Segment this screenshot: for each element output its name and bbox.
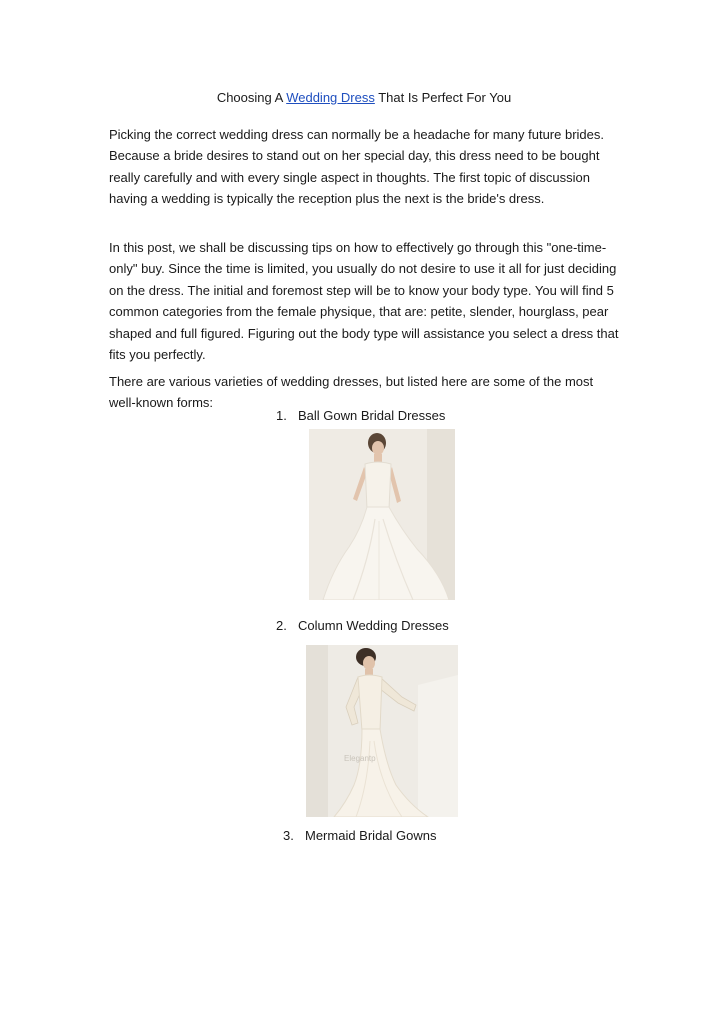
list-number: 2.: [276, 618, 287, 633]
list-label: Column Wedding Dresses: [298, 618, 449, 633]
watermark-text: Elegantp: [344, 754, 376, 763]
paragraph-body-type: In this post, we shall be discussing tips on how to effectively go through this "one-time-only" buy. Since the time is limited, you usually do not desire to use it all for just deciding on the dress. The initial and foremost step will be to know your body type. You will find 5 common categories from the female physique, that are: petite, slender, hourglass, pear shaped and full figured. Figuring out the body type will assistance you select a dress that fits you perfectly.: [109, 240, 619, 363]
title-prefix: Choosing A: [216, 90, 287, 105]
list-item: [283, 827, 437, 845]
list-item: [276, 617, 449, 635]
list-label: Ball Gown Bridal Dresses: [298, 408, 446, 423]
paragraph-varieties: There are various varieties of wedding dresses, but listed here are some of the most well-known forms:: [109, 374, 594, 411]
list-label: Mermaid Bridal Gowns: [305, 828, 437, 843]
paragraph-intro: Picking the correct wedding dress can normally be a headache for many future brides. Because a bride desires to stand out on her special day, this dress need to be bought really carefully and with every single aspect in thoughts. The first topic of discussion having a wedding is typically the reception plus the next is the bride's dress.: [109, 127, 604, 207]
column-dress-photo: [306, 645, 458, 817]
document-title: [0, 89, 728, 107]
list-item: [276, 407, 445, 425]
list-number: 3.: [283, 828, 294, 843]
title-suffix: That Is Perfect For You: [374, 90, 512, 105]
wedding-dress-link[interactable]: Wedding Dress: [286, 90, 375, 105]
list-number: 1.: [276, 408, 287, 423]
ball-gown-photo: [309, 429, 455, 600]
